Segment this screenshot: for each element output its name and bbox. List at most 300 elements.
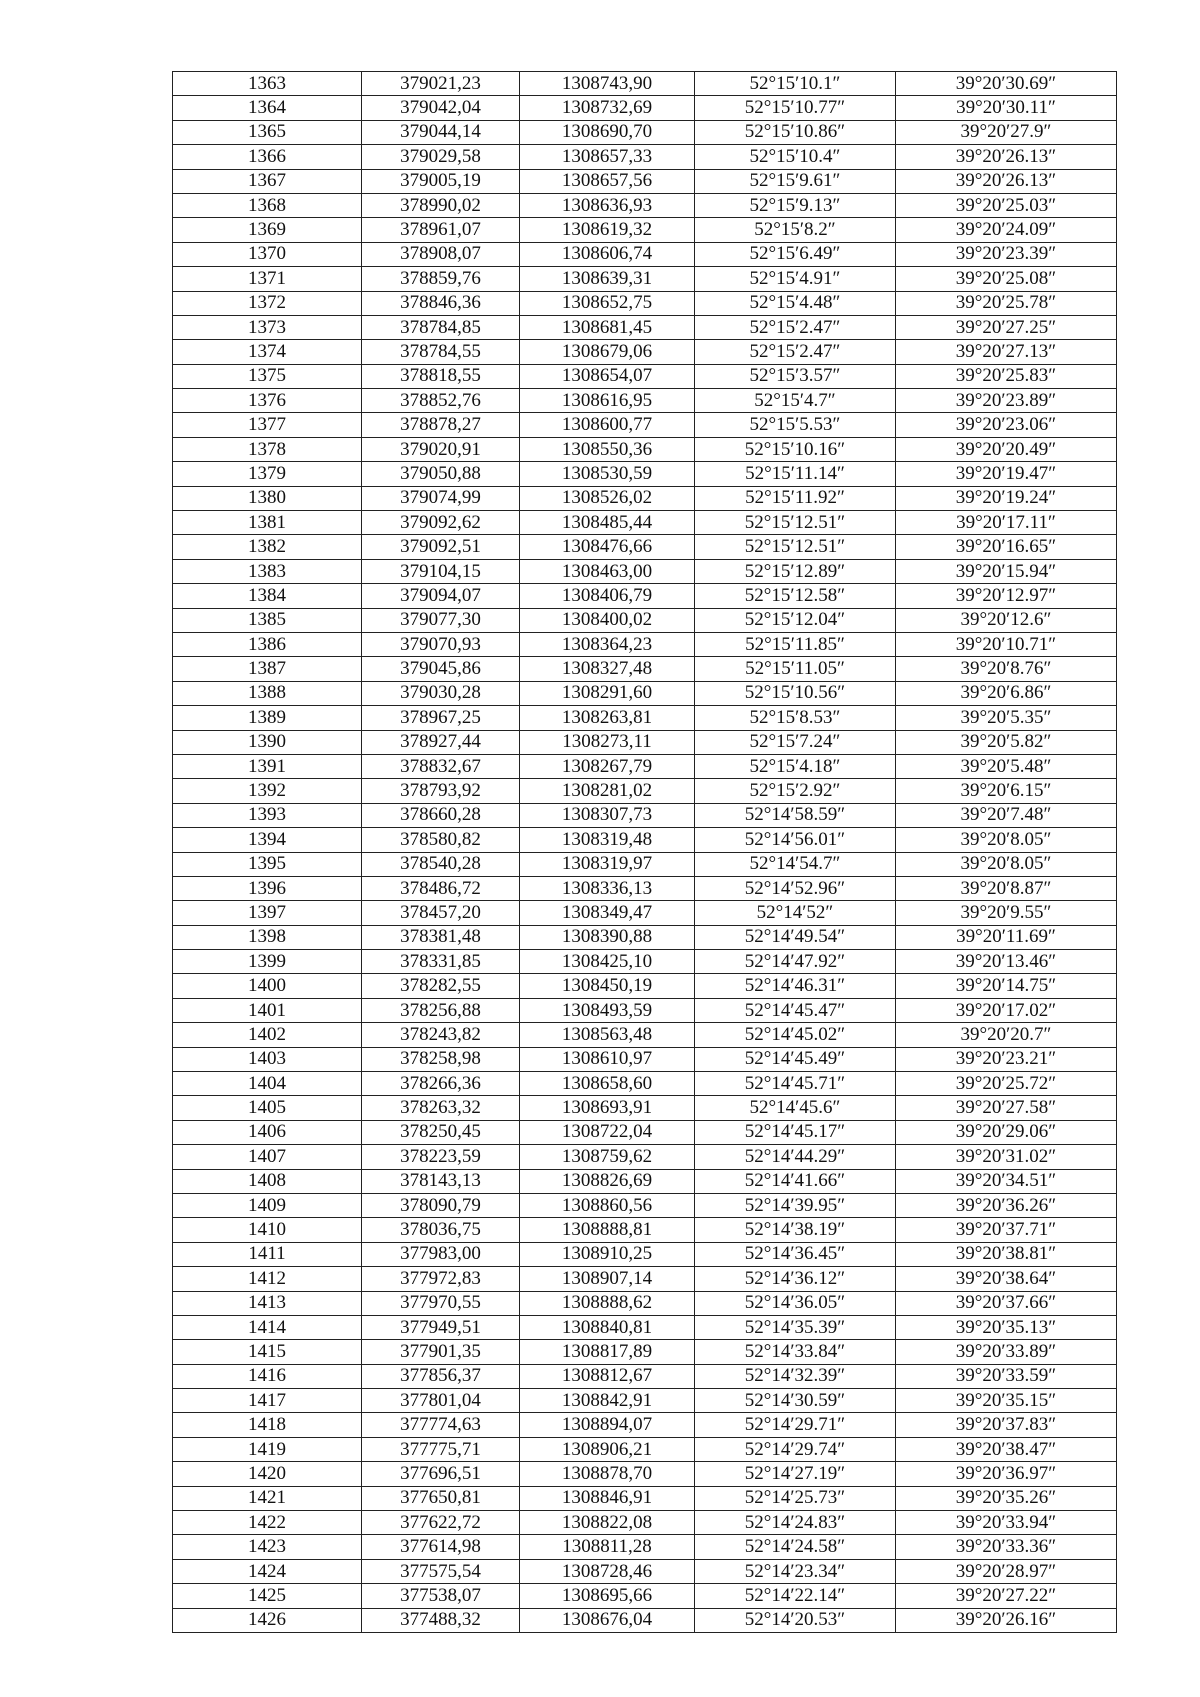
- point-number-cell: 1365: [173, 120, 362, 144]
- latitude-cell: 52°14′36.12″: [695, 1267, 896, 1291]
- table-row: [173, 437, 1117, 461]
- longitude-cell: 39°20′10.71″: [896, 632, 1117, 656]
- longitude-cell: 39°20′25.03″: [896, 193, 1117, 217]
- x-coordinate-cell: 378331,85: [362, 950, 520, 974]
- table-row: [173, 1511, 1117, 1535]
- latitude-cell: 52°15′11.14″: [695, 462, 896, 486]
- x-coordinate-cell: 377801,04: [362, 1389, 520, 1413]
- table-row: [173, 876, 1117, 900]
- latitude-cell: 52°14′44.29″: [695, 1145, 896, 1169]
- x-coordinate-cell: 379092,62: [362, 511, 520, 535]
- x-coordinate-cell: 378243,82: [362, 1023, 520, 1047]
- latitude-cell: 52°15′10.16″: [695, 437, 896, 461]
- x-coordinate-cell: 378250,45: [362, 1120, 520, 1144]
- x-coordinate-cell: 378961,07: [362, 218, 520, 242]
- longitude-cell: 39°20′35.15″: [896, 1389, 1117, 1413]
- x-coordinate-cell: 377575,54: [362, 1559, 520, 1583]
- x-coordinate-cell: 377901,35: [362, 1340, 520, 1364]
- table-row: [173, 1267, 1117, 1291]
- table-row: [173, 1608, 1117, 1632]
- longitude-cell: 39°20′37.71″: [896, 1218, 1117, 1242]
- longitude-cell: 39°20′12.6″: [896, 608, 1117, 632]
- x-coordinate-cell: 377970,55: [362, 1291, 520, 1315]
- y-coordinate-cell: 1308846,91: [520, 1486, 695, 1510]
- x-coordinate-cell: 377488,32: [362, 1608, 520, 1632]
- y-coordinate-cell: 1308722,04: [520, 1120, 695, 1144]
- y-coordinate-cell: 1308842,91: [520, 1389, 695, 1413]
- latitude-cell: 52°14′45.47″: [695, 998, 896, 1022]
- y-coordinate-cell: 1308878,70: [520, 1462, 695, 1486]
- y-coordinate-cell: 1308636,93: [520, 193, 695, 217]
- longitude-cell: 39°20′27.9″: [896, 120, 1117, 144]
- longitude-cell: 39°20′8.05″: [896, 852, 1117, 876]
- table-row: [173, 242, 1117, 266]
- x-coordinate-cell: 378263,32: [362, 1096, 520, 1120]
- longitude-cell: 39°20′27.25″: [896, 315, 1117, 339]
- y-coordinate-cell: 1308679,06: [520, 340, 695, 364]
- y-coordinate-cell: 1308550,36: [520, 437, 695, 461]
- point-number-cell: 1378: [173, 437, 362, 461]
- table-row: [173, 681, 1117, 705]
- y-coordinate-cell: 1308654,07: [520, 364, 695, 388]
- x-coordinate-cell: 378793,92: [362, 779, 520, 803]
- latitude-cell: 52°15′4.18″: [695, 754, 896, 778]
- table-row: [173, 1023, 1117, 1047]
- point-number-cell: 1376: [173, 389, 362, 413]
- y-coordinate-cell: 1308657,33: [520, 145, 695, 169]
- x-coordinate-cell: 378540,28: [362, 852, 520, 876]
- latitude-cell: 52°14′23.34″: [695, 1559, 896, 1583]
- longitude-cell: 39°20′33.89″: [896, 1340, 1117, 1364]
- y-coordinate-cell: 1308291,60: [520, 681, 695, 705]
- point-number-cell: 1398: [173, 925, 362, 949]
- latitude-cell: 52°15′8.53″: [695, 706, 896, 730]
- point-number-cell: 1402: [173, 1023, 362, 1047]
- x-coordinate-cell: 377856,37: [362, 1364, 520, 1388]
- table-row: [173, 291, 1117, 315]
- y-coordinate-cell: 1308485,44: [520, 511, 695, 535]
- x-coordinate-cell: 379030,28: [362, 681, 520, 705]
- y-coordinate-cell: 1308616,95: [520, 389, 695, 413]
- latitude-cell: 52°15′4.7″: [695, 389, 896, 413]
- latitude-cell: 52°14′47.92″: [695, 950, 896, 974]
- point-number-cell: 1399: [173, 950, 362, 974]
- point-number-cell: 1413: [173, 1291, 362, 1315]
- y-coordinate-cell: 1308888,62: [520, 1291, 695, 1315]
- table-row: [173, 559, 1117, 583]
- point-number-cell: 1412: [173, 1267, 362, 1291]
- latitude-cell: 52°15′12.51″: [695, 535, 896, 559]
- y-coordinate-cell: 1308639,31: [520, 267, 695, 291]
- x-coordinate-cell: 379045,86: [362, 657, 520, 681]
- latitude-cell: 52°14′46.31″: [695, 974, 896, 998]
- longitude-cell: 39°20′29.06″: [896, 1120, 1117, 1144]
- table-row: [173, 706, 1117, 730]
- x-coordinate-cell: 377538,07: [362, 1584, 520, 1608]
- y-coordinate-cell: 1308463,00: [520, 559, 695, 583]
- table-row: [173, 901, 1117, 925]
- longitude-cell: 39°20′11.69″: [896, 925, 1117, 949]
- latitude-cell: 52°14′52″: [695, 901, 896, 925]
- latitude-cell: 52°14′36.05″: [695, 1291, 896, 1315]
- y-coordinate-cell: 1308390,88: [520, 925, 695, 949]
- longitude-cell: 39°20′25.83″: [896, 364, 1117, 388]
- x-coordinate-cell: 378256,88: [362, 998, 520, 1022]
- table-row: [173, 1559, 1117, 1583]
- x-coordinate-cell: 378832,67: [362, 754, 520, 778]
- x-coordinate-cell: 378784,85: [362, 315, 520, 339]
- latitude-cell: 52°15′2.92″: [695, 779, 896, 803]
- latitude-cell: 52°14′45.49″: [695, 1047, 896, 1071]
- latitude-cell: 52°14′56.01″: [695, 828, 896, 852]
- longitude-cell: 39°20′12.97″: [896, 584, 1117, 608]
- y-coordinate-cell: 1308906,21: [520, 1437, 695, 1461]
- y-coordinate-cell: 1308267,79: [520, 754, 695, 778]
- longitude-cell: 39°20′23.89″: [896, 389, 1117, 413]
- table-row: [173, 584, 1117, 608]
- latitude-cell: 52°14′25.73″: [695, 1486, 896, 1510]
- latitude-cell: 52°14′52.96″: [695, 876, 896, 900]
- y-coordinate-cell: 1308400,02: [520, 608, 695, 632]
- table-row: [173, 950, 1117, 974]
- point-number-cell: 1397: [173, 901, 362, 925]
- y-coordinate-cell: 1308349,47: [520, 901, 695, 925]
- latitude-cell: 52°15′11.05″: [695, 657, 896, 681]
- y-coordinate-cell: 1308728,46: [520, 1559, 695, 1583]
- point-number-cell: 1368: [173, 193, 362, 217]
- point-number-cell: 1421: [173, 1486, 362, 1510]
- table-row: [173, 486, 1117, 510]
- y-coordinate-cell: 1308657,56: [520, 169, 695, 193]
- point-number-cell: 1403: [173, 1047, 362, 1071]
- longitude-cell: 39°20′26.16″: [896, 1608, 1117, 1632]
- longitude-cell: 39°20′25.72″: [896, 1072, 1117, 1096]
- table-row: [173, 632, 1117, 656]
- point-number-cell: 1406: [173, 1120, 362, 1144]
- latitude-cell: 52°14′54.7″: [695, 852, 896, 876]
- longitude-cell: 39°20′30.69″: [896, 72, 1117, 96]
- latitude-cell: 52°14′29.74″: [695, 1437, 896, 1461]
- longitude-cell: 39°20′5.48″: [896, 754, 1117, 778]
- y-coordinate-cell: 1308907,14: [520, 1267, 695, 1291]
- point-number-cell: 1388: [173, 681, 362, 705]
- latitude-cell: 52°14′27.19″: [695, 1462, 896, 1486]
- point-number-cell: 1389: [173, 706, 362, 730]
- point-number-cell: 1369: [173, 218, 362, 242]
- x-coordinate-cell: 378859,76: [362, 267, 520, 291]
- latitude-cell: 52°14′45.02″: [695, 1023, 896, 1047]
- point-number-cell: 1417: [173, 1389, 362, 1413]
- longitude-cell: 39°20′25.08″: [896, 267, 1117, 291]
- latitude-cell: 52°15′10.86″: [695, 120, 896, 144]
- latitude-cell: 52°14′45.17″: [695, 1120, 896, 1144]
- table-row: [173, 1437, 1117, 1461]
- y-coordinate-cell: 1308493,59: [520, 998, 695, 1022]
- point-number-cell: 1375: [173, 364, 362, 388]
- point-number-cell: 1405: [173, 1096, 362, 1120]
- point-number-cell: 1415: [173, 1340, 362, 1364]
- table-row: [173, 1242, 1117, 1266]
- point-number-cell: 1391: [173, 754, 362, 778]
- point-number-cell: 1374: [173, 340, 362, 364]
- table-row: [173, 1047, 1117, 1071]
- latitude-cell: 52°15′11.85″: [695, 632, 896, 656]
- latitude-cell: 52°15′12.51″: [695, 511, 896, 535]
- point-number-cell: 1390: [173, 730, 362, 754]
- longitude-cell: 39°20′33.59″: [896, 1364, 1117, 1388]
- longitude-cell: 39°20′25.78″: [896, 291, 1117, 315]
- latitude-cell: 52°15′6.49″: [695, 242, 896, 266]
- longitude-cell: 39°20′38.81″: [896, 1242, 1117, 1266]
- latitude-cell: 52°15′10.4″: [695, 145, 896, 169]
- point-number-cell: 1423: [173, 1535, 362, 1559]
- x-coordinate-cell: 379074,99: [362, 486, 520, 510]
- latitude-cell: 52°15′10.56″: [695, 681, 896, 705]
- y-coordinate-cell: 1308406,79: [520, 584, 695, 608]
- latitude-cell: 52°14′29.71″: [695, 1413, 896, 1437]
- table-row: [173, 315, 1117, 339]
- table-row: [173, 72, 1117, 96]
- table-row: [173, 1218, 1117, 1242]
- y-coordinate-cell: 1308894,07: [520, 1413, 695, 1437]
- y-coordinate-cell: 1308840,81: [520, 1315, 695, 1339]
- latitude-cell: 52°15′9.61″: [695, 169, 896, 193]
- x-coordinate-cell: 377972,83: [362, 1267, 520, 1291]
- x-coordinate-cell: 378090,79: [362, 1193, 520, 1217]
- x-coordinate-cell: 378457,20: [362, 901, 520, 925]
- longitude-cell: 39°20′23.39″: [896, 242, 1117, 266]
- point-number-cell: 1393: [173, 803, 362, 827]
- y-coordinate-cell: 1308319,97: [520, 852, 695, 876]
- latitude-cell: 52°14′35.39″: [695, 1315, 896, 1339]
- y-coordinate-cell: 1308563,48: [520, 1023, 695, 1047]
- point-number-cell: 1419: [173, 1437, 362, 1461]
- x-coordinate-cell: 377650,81: [362, 1486, 520, 1510]
- y-coordinate-cell: 1308336,13: [520, 876, 695, 900]
- longitude-cell: 39°20′31.02″: [896, 1145, 1117, 1169]
- y-coordinate-cell: 1308652,75: [520, 291, 695, 315]
- point-number-cell: 1387: [173, 657, 362, 681]
- table-row: [173, 1120, 1117, 1144]
- latitude-cell: 52°15′8.2″: [695, 218, 896, 242]
- x-coordinate-cell: 379104,15: [362, 559, 520, 583]
- x-coordinate-cell: 378660,28: [362, 803, 520, 827]
- x-coordinate-cell: 378846,36: [362, 291, 520, 315]
- table-row: [173, 1340, 1117, 1364]
- latitude-cell: 52°15′4.48″: [695, 291, 896, 315]
- y-coordinate-cell: 1308888,81: [520, 1218, 695, 1242]
- y-coordinate-cell: 1308910,25: [520, 1242, 695, 1266]
- y-coordinate-cell: 1308681,45: [520, 315, 695, 339]
- x-coordinate-cell: 379021,23: [362, 72, 520, 96]
- table-row: [173, 828, 1117, 852]
- latitude-cell: 52°15′12.58″: [695, 584, 896, 608]
- table-row: [173, 462, 1117, 486]
- table-row: [173, 998, 1117, 1022]
- y-coordinate-cell: 1308273,11: [520, 730, 695, 754]
- table-row: [173, 1096, 1117, 1120]
- point-number-cell: 1418: [173, 1413, 362, 1437]
- table-row: [173, 1364, 1117, 1388]
- longitude-cell: 39°20′8.76″: [896, 657, 1117, 681]
- y-coordinate-cell: 1308826,69: [520, 1169, 695, 1193]
- point-number-cell: 1422: [173, 1511, 362, 1535]
- x-coordinate-cell: 378282,55: [362, 974, 520, 998]
- coordinates-table-body: [173, 72, 1117, 1633]
- latitude-cell: 52°15′10.77″: [695, 96, 896, 120]
- longitude-cell: 39°20′34.51″: [896, 1169, 1117, 1193]
- latitude-cell: 52°14′20.53″: [695, 1608, 896, 1632]
- x-coordinate-cell: 378967,25: [362, 706, 520, 730]
- y-coordinate-cell: 1308526,02: [520, 486, 695, 510]
- y-coordinate-cell: 1308822,08: [520, 1511, 695, 1535]
- x-coordinate-cell: 377622,72: [362, 1511, 520, 1535]
- latitude-cell: 52°14′58.59″: [695, 803, 896, 827]
- longitude-cell: 39°20′17.11″: [896, 511, 1117, 535]
- point-number-cell: 1401: [173, 998, 362, 1022]
- longitude-cell: 39°20′35.13″: [896, 1315, 1117, 1339]
- latitude-cell: 52°15′9.13″: [695, 193, 896, 217]
- x-coordinate-cell: 378990,02: [362, 193, 520, 217]
- latitude-cell: 52°14′45.6″: [695, 1096, 896, 1120]
- longitude-cell: 39°20′20.49″: [896, 437, 1117, 461]
- longitude-cell: 39°20′13.46″: [896, 950, 1117, 974]
- longitude-cell: 39°20′30.11″: [896, 96, 1117, 120]
- table-row: [173, 1072, 1117, 1096]
- x-coordinate-cell: 377983,00: [362, 1242, 520, 1266]
- table-row: [173, 1315, 1117, 1339]
- table-row: [173, 193, 1117, 217]
- y-coordinate-cell: 1308695,66: [520, 1584, 695, 1608]
- latitude-cell: 52°14′45.71″: [695, 1072, 896, 1096]
- longitude-cell: 39°20′38.47″: [896, 1437, 1117, 1461]
- point-number-cell: 1409: [173, 1193, 362, 1217]
- longitude-cell: 39°20′37.66″: [896, 1291, 1117, 1315]
- point-number-cell: 1420: [173, 1462, 362, 1486]
- y-coordinate-cell: 1308812,67: [520, 1364, 695, 1388]
- x-coordinate-cell: 378784,55: [362, 340, 520, 364]
- x-coordinate-cell: 378818,55: [362, 364, 520, 388]
- point-number-cell: 1396: [173, 876, 362, 900]
- point-number-cell: 1414: [173, 1315, 362, 1339]
- longitude-cell: 39°20′38.64″: [896, 1267, 1117, 1291]
- table-row: [173, 1462, 1117, 1486]
- table-row: [173, 1486, 1117, 1510]
- y-coordinate-cell: 1308425,10: [520, 950, 695, 974]
- latitude-cell: 52°15′2.47″: [695, 340, 896, 364]
- point-number-cell: 1404: [173, 1072, 362, 1096]
- table-row: [173, 364, 1117, 388]
- longitude-cell: 39°20′8.87″: [896, 876, 1117, 900]
- longitude-cell: 39°20′28.97″: [896, 1559, 1117, 1583]
- longitude-cell: 39°20′17.02″: [896, 998, 1117, 1022]
- table-row: [173, 1193, 1117, 1217]
- longitude-cell: 39°20′26.13″: [896, 169, 1117, 193]
- longitude-cell: 39°20′8.05″: [896, 828, 1117, 852]
- table-row: [173, 1535, 1117, 1559]
- point-number-cell: 1386: [173, 632, 362, 656]
- table-row: [173, 340, 1117, 364]
- point-number-cell: 1372: [173, 291, 362, 315]
- longitude-cell: 39°20′16.65″: [896, 535, 1117, 559]
- y-coordinate-cell: 1308690,70: [520, 120, 695, 144]
- point-number-cell: 1384: [173, 584, 362, 608]
- latitude-cell: 52°15′2.47″: [695, 315, 896, 339]
- y-coordinate-cell: 1308610,97: [520, 1047, 695, 1071]
- longitude-cell: 39°20′5.82″: [896, 730, 1117, 754]
- latitude-cell: 52°14′38.19″: [695, 1218, 896, 1242]
- longitude-cell: 39°20′26.13″: [896, 145, 1117, 169]
- x-coordinate-cell: 377949,51: [362, 1315, 520, 1339]
- point-number-cell: 1382: [173, 535, 362, 559]
- y-coordinate-cell: 1308600,77: [520, 413, 695, 437]
- y-coordinate-cell: 1308327,48: [520, 657, 695, 681]
- longitude-cell: 39°20′15.94″: [896, 559, 1117, 583]
- x-coordinate-cell: 377614,98: [362, 1535, 520, 1559]
- point-number-cell: 1416: [173, 1364, 362, 1388]
- x-coordinate-cell: 378927,44: [362, 730, 520, 754]
- point-number-cell: 1367: [173, 169, 362, 193]
- y-coordinate-cell: 1308860,56: [520, 1193, 695, 1217]
- x-coordinate-cell: 377774,63: [362, 1413, 520, 1437]
- latitude-cell: 52°15′12.89″: [695, 559, 896, 583]
- longitude-cell: 39°20′36.26″: [896, 1193, 1117, 1217]
- coordinates-table: [172, 71, 1117, 1633]
- point-number-cell: 1383: [173, 559, 362, 583]
- table-row: [173, 754, 1117, 778]
- longitude-cell: 39°20′37.83″: [896, 1413, 1117, 1437]
- y-coordinate-cell: 1308450,19: [520, 974, 695, 998]
- x-coordinate-cell: 378852,76: [362, 389, 520, 413]
- point-number-cell: 1363: [173, 72, 362, 96]
- point-number-cell: 1392: [173, 779, 362, 803]
- x-coordinate-cell: 378223,59: [362, 1145, 520, 1169]
- y-coordinate-cell: 1308319,48: [520, 828, 695, 852]
- longitude-cell: 39°20′33.94″: [896, 1511, 1117, 1535]
- x-coordinate-cell: 378143,13: [362, 1169, 520, 1193]
- y-coordinate-cell: 1308811,28: [520, 1535, 695, 1559]
- y-coordinate-cell: 1308530,59: [520, 462, 695, 486]
- x-coordinate-cell: 379070,93: [362, 632, 520, 656]
- y-coordinate-cell: 1308759,62: [520, 1145, 695, 1169]
- table-row: [173, 608, 1117, 632]
- x-coordinate-cell: 379077,30: [362, 608, 520, 632]
- point-number-cell: 1426: [173, 1608, 362, 1632]
- x-coordinate-cell: 378486,72: [362, 876, 520, 900]
- table-row: [173, 389, 1117, 413]
- point-number-cell: 1425: [173, 1584, 362, 1608]
- y-coordinate-cell: 1308619,32: [520, 218, 695, 242]
- point-number-cell: 1407: [173, 1145, 362, 1169]
- x-coordinate-cell: 379094,07: [362, 584, 520, 608]
- point-number-cell: 1379: [173, 462, 362, 486]
- table-row: [173, 803, 1117, 827]
- latitude-cell: 52°15′7.24″: [695, 730, 896, 754]
- longitude-cell: 39°20′19.24″: [896, 486, 1117, 510]
- point-number-cell: 1377: [173, 413, 362, 437]
- x-coordinate-cell: 377775,71: [362, 1437, 520, 1461]
- table-row: [173, 267, 1117, 291]
- latitude-cell: 52°14′22.14″: [695, 1584, 896, 1608]
- table-row: [173, 145, 1117, 169]
- latitude-cell: 52°15′5.53″: [695, 413, 896, 437]
- y-coordinate-cell: 1308732,69: [520, 96, 695, 120]
- table-row: [173, 925, 1117, 949]
- longitude-cell: 39°20′5.35″: [896, 706, 1117, 730]
- point-number-cell: 1371: [173, 267, 362, 291]
- x-coordinate-cell: 378258,98: [362, 1047, 520, 1071]
- y-coordinate-cell: 1308606,74: [520, 242, 695, 266]
